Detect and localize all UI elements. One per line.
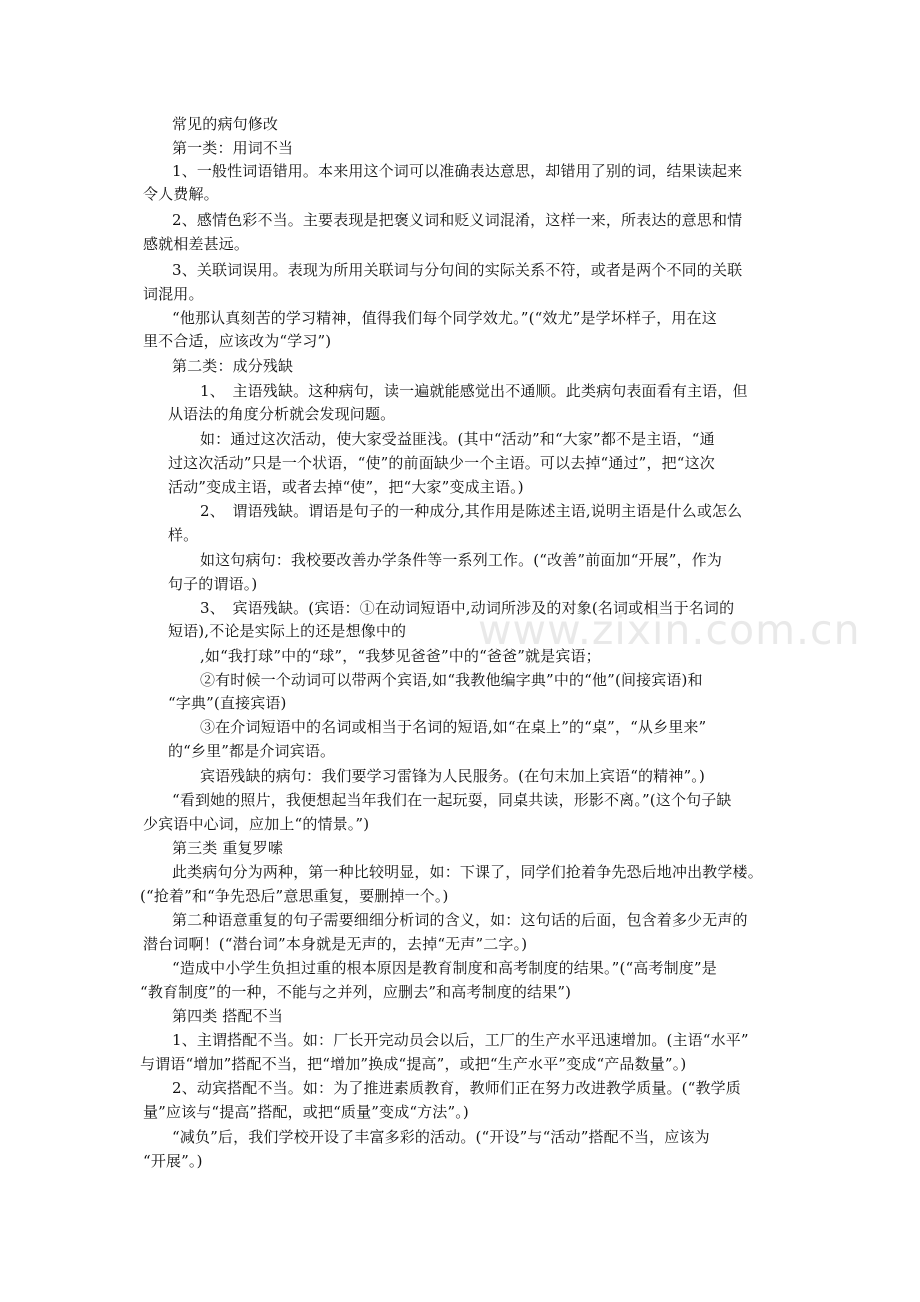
text-line: 3、 宾语残缺。(宾语：①在动词短语中,动词所涉及的对象(名词或相当于名词的 xyxy=(200,599,735,617)
text-line: 宾语残缺的病句：我们要学习雷锋为人民服务。(在句末加上宾语“的精神”。) xyxy=(200,767,705,785)
text-line: 短语),不论是实际上的还是想像中的 xyxy=(168,622,407,640)
text-line: 潜台词啊！(“潜台词”本身就是无声的，去掉“无声”二字。) xyxy=(143,935,528,953)
text-line: 过这次活动”只是一个状语，“使”的前面缺少一个主语。可以去掉“通过”，把“这次 xyxy=(168,454,715,472)
text-line: 3、关联词误用。表现为所用关联词与分句间的实际关系不符，或者是两个不同的关联 xyxy=(172,261,743,279)
text-line: “他那认真刻苦的学习精神，值得我们每个同学效尤。”(“效尤”是学坏样子，用在这 xyxy=(172,309,717,327)
watermark: www.zixin.com.cn xyxy=(478,606,861,654)
text-line: 如这句病句：我校要改善办学条件等一系列工作。(“改善”前面加“开展”，作为 xyxy=(200,551,723,569)
text-line: 1、一般性词语错用。本来用这个词可以准确表达意思，却错用了别的词，结果读起来 xyxy=(172,162,743,180)
section-heading-1: 第一类：用词不当 xyxy=(172,139,294,157)
text-line: 活动”变成主语，或者去掉“使”，把“大家”变成主语。) xyxy=(168,478,524,496)
text-line: 句子的谓语。) xyxy=(168,575,258,593)
text-line: ③在介词短语中的名词或相当于名词的短语,如“在桌上”的“桌”，“从乡里来” xyxy=(200,718,707,736)
text-line: 2、 谓语残缺。谓语是句子的一种成分,其作用是陈述主语,说明主语是什么或怎么 xyxy=(200,502,743,520)
section-heading-4: 第四类 搭配不当 xyxy=(172,1007,283,1025)
text-line: “开展”。) xyxy=(143,1152,203,1170)
text-line: 2、感情色彩不当。主要表现是把褒义词和贬义词混淆，这样一来，所表达的意思和情 xyxy=(172,211,743,229)
text-line: 令人费解。 xyxy=(143,185,219,203)
text-line: 1、 主语残缺。这种病句，读一遍就能感觉出不通顺。此类病句表面看有主语，但 xyxy=(200,382,748,400)
text-line: 与谓语“增加”搭配不当，把“增加”换成“提高”，或把“生产水平”变成“产品数量”。) xyxy=(140,1055,687,1073)
text-line: 的“乡里”都是介词宾语。 xyxy=(168,742,336,760)
text-line: 感就相差甚远。 xyxy=(143,235,250,253)
doc-title: 常见的病句修改 xyxy=(172,115,279,133)
section-heading-3: 第三类 重复罗嗦 xyxy=(172,839,283,857)
text-line: ,如“我打球”中的“球”，“我梦见爸爸”中的“爸爸”就是宾语； xyxy=(200,647,601,665)
text-line: 量”应该与“提高”搭配，或把“质量”变成“方法”。) xyxy=(143,1103,469,1121)
text-line: 第二种语意重复的句子需要细细分析词的含义，如：这句话的后面，包含着多少无声的 xyxy=(172,911,748,929)
text-line: 样。 xyxy=(168,526,199,544)
text-line: 1、主谓搭配不当。如：厂长开完动员会以后，工厂的生产水平迅速增加。(主语“水平” xyxy=(172,1031,749,1049)
text-line: 从语法的角度分析就会发现问题。 xyxy=(168,405,396,423)
section-heading-2: 第二类：成分残缺 xyxy=(172,357,294,375)
text-line: 词混用。 xyxy=(143,285,204,303)
text-line: “字典”(直接宾语) xyxy=(168,694,287,712)
text-line: 如：通过这次活动，使大家受益匪浅。(其中“活动”和“大家”都不是主语，“通 xyxy=(200,430,715,448)
text-line: 里不合适，应该改为“学习”) xyxy=(143,332,332,350)
text-line: “看到她的照片，我便想起当年我们在一起玩耍，同桌共读，形影不离。”(这个句子缺 xyxy=(172,791,732,809)
text-line: 此类病句分为两种，第一种比较明显，如：下课了，同学们抢着争先恐后地冲出教学楼。 xyxy=(172,863,763,881)
text-line: 少宾语中心词，应加上“的情景。”) xyxy=(143,815,370,833)
text-line: “造成中小学生负担过重的根本原因是教育制度和高考制度的结果。”(“高考制度”是 xyxy=(172,959,717,977)
text-line: (“抢着”和“争先恐后”意思重复，要删掉一个。) xyxy=(140,887,449,905)
text-line: ②有时候一个动词可以带两个宾语,如“我教他编字典”中的“他”(间接宾语)和 xyxy=(200,671,703,689)
text-line: 2、动宾搭配不当。如：为了推进素质教育，教师们正在努力改进教学质量。(“教学质 xyxy=(172,1079,741,1097)
text-line: “减负”后，我们学校开设了丰富多彩的活动。(“开设”与“活动”搭配不当，应该为 xyxy=(172,1128,710,1146)
text-line: “教育制度”的一种，不能与之并列，应删去”和高考制度的结果”) xyxy=(140,983,572,1001)
